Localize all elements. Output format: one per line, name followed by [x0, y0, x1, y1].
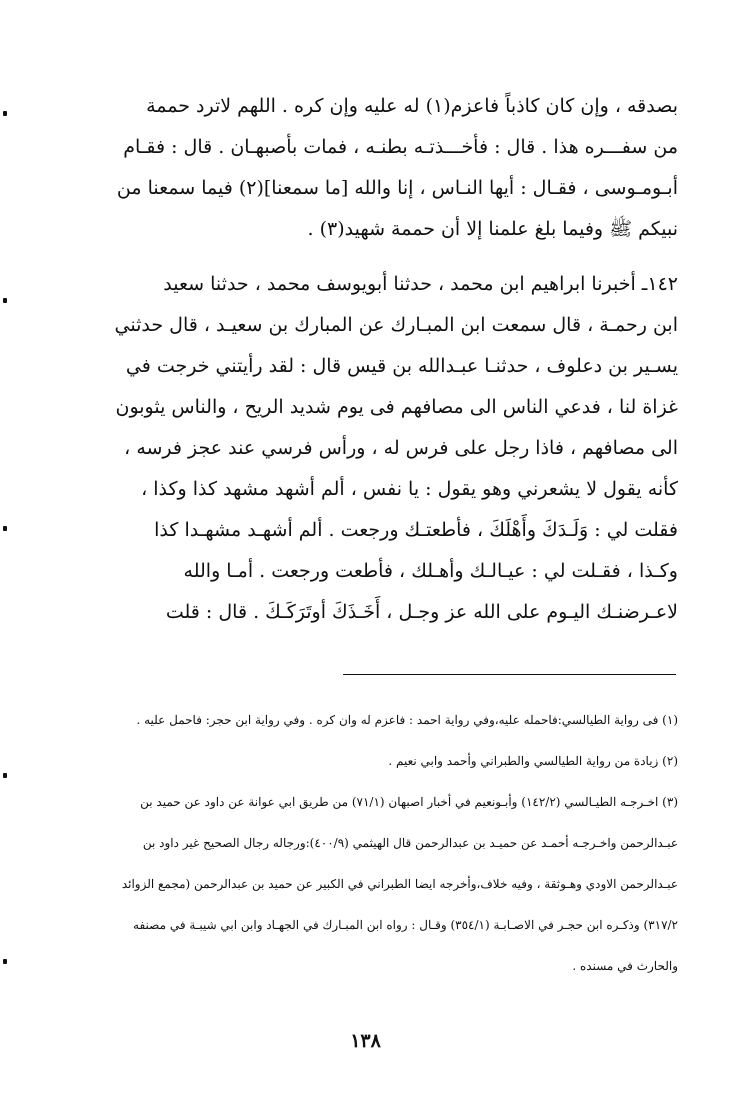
footnote-line: والحارث في مسنده .	[572, 959, 678, 973]
text-line: نبيكم ﷺ وفيما بلغ علمنا إلا أن حممة شهيد(٣) .	[307, 218, 678, 240]
text-line: أبـومـوسى ، فقـال : أيها النـاس ، إنا والله [ما سمعنا](٢) فيما سمعنا من	[116, 177, 678, 199]
text-line: ١٤٢ـ أخبرنا ابراهيم ابن محمد ، حدثنا أبويوسف محمد ، حدثنا سعيد	[163, 273, 678, 295]
text-line: وكـذا ، فقـلت لي : عيـالـك وأهـلك ، فأطعت ورجعت . أمـا والله	[183, 560, 678, 582]
text-line: لاعـرضنـك اليـوم على الله عز وجـل ، أَخَـذَكَ أوتَرَكَـكَ . قال : قلت	[165, 601, 678, 623]
footnote-line: (٢) زيادة من رواية الطيالسي والطبراني وأحمد وابي نعيم .	[388, 754, 678, 768]
text-line: يسـير بن دعلوف ، حدثنـا عبـدالله بن قيس قال : لقد رأيتني خرجت في	[125, 355, 678, 377]
text-line: الى مصافهم ، فاذا رجل على فرس له ، ورأس فرسي عند عجز فرسه ،	[124, 437, 678, 459]
text-line: غزاة لنا ، فدعي الناس الى مصافهم فى يوم شديد الريح ، والناس يثوبون	[115, 396, 678, 418]
margin-mark	[3, 298, 7, 303]
page-number: ١٣٨	[350, 1030, 381, 1052]
footnote-line: عبـدالرحمن الاودي وهـوثقة ، وفيه خلاف،وأخرجه ايضا الطبراني في الكبير عن حميد بن عبدالرحمن (مجمع الزوائد	[121, 877, 678, 891]
margin-mark	[3, 526, 7, 531]
margin-mark	[3, 111, 7, 116]
footnote-line: عبـدالرحمن واخـرجـه أحمـد عن حميـد بن عبدالرحمن قال الهيثمي (٤٠٠/٩):ورجاله رجال الصحيح غير داود بن	[142, 836, 678, 850]
text-line: من سفـــره هذا . قال : فأخـــذتـه بطنـه ، فمات بأصبهـان . قال : فقـام	[123, 136, 678, 158]
main-text-block	[52, 86, 678, 633]
text-line: ابن رحمـة ، قال سمعت ابن المبـارك عن المبارك بن سعيـد ، قال حدثني	[114, 314, 678, 336]
footnote-line: (١) فى رواية الطيالسي:فاحمله عليه،وفي رواية احمد : فاعزم له وان كره . وفي رواية ابن حجر: فاحمل عليه .	[136, 713, 678, 727]
text-line: كأنه يقول لا يشعرني وهو يقول : يا نفس ، ألم أشهد مشهد كذا وكذا ،	[141, 478, 678, 500]
text-line: فقلت لي : وَلَـدَكَ وأَهْلَكَ ، فأطعتـك ورجعت . ألم أشهـد مشهـدا كذا	[154, 519, 678, 541]
text-line: بصدقه ، وإن كان كاذباً فاعزم(١) له عليه وإن كره . اللهم لاترد حممة	[146, 95, 678, 117]
footnote-line: (٣) اخـرجـه الطيـالسي (١٤٢/٢) وأبـونعيم في أخبار اصبهان (٧١/١) من طريق ابي عوانة عن داود عن حميد بن	[140, 795, 678, 809]
footnote-line: ٣١٧/٢) وذكـره ابن حجـر في الاصـابـة (٣٥٤/١) وقـال : رواه ابن المبـارك في الجهـاد وابن ابي شيبـة في مصنفه	[133, 918, 678, 932]
footnotes-block	[52, 700, 678, 987]
footnote-divider	[343, 674, 676, 675]
paragraph-gap	[52, 250, 678, 264]
margin-mark	[3, 773, 7, 778]
margin-mark	[3, 959, 7, 964]
